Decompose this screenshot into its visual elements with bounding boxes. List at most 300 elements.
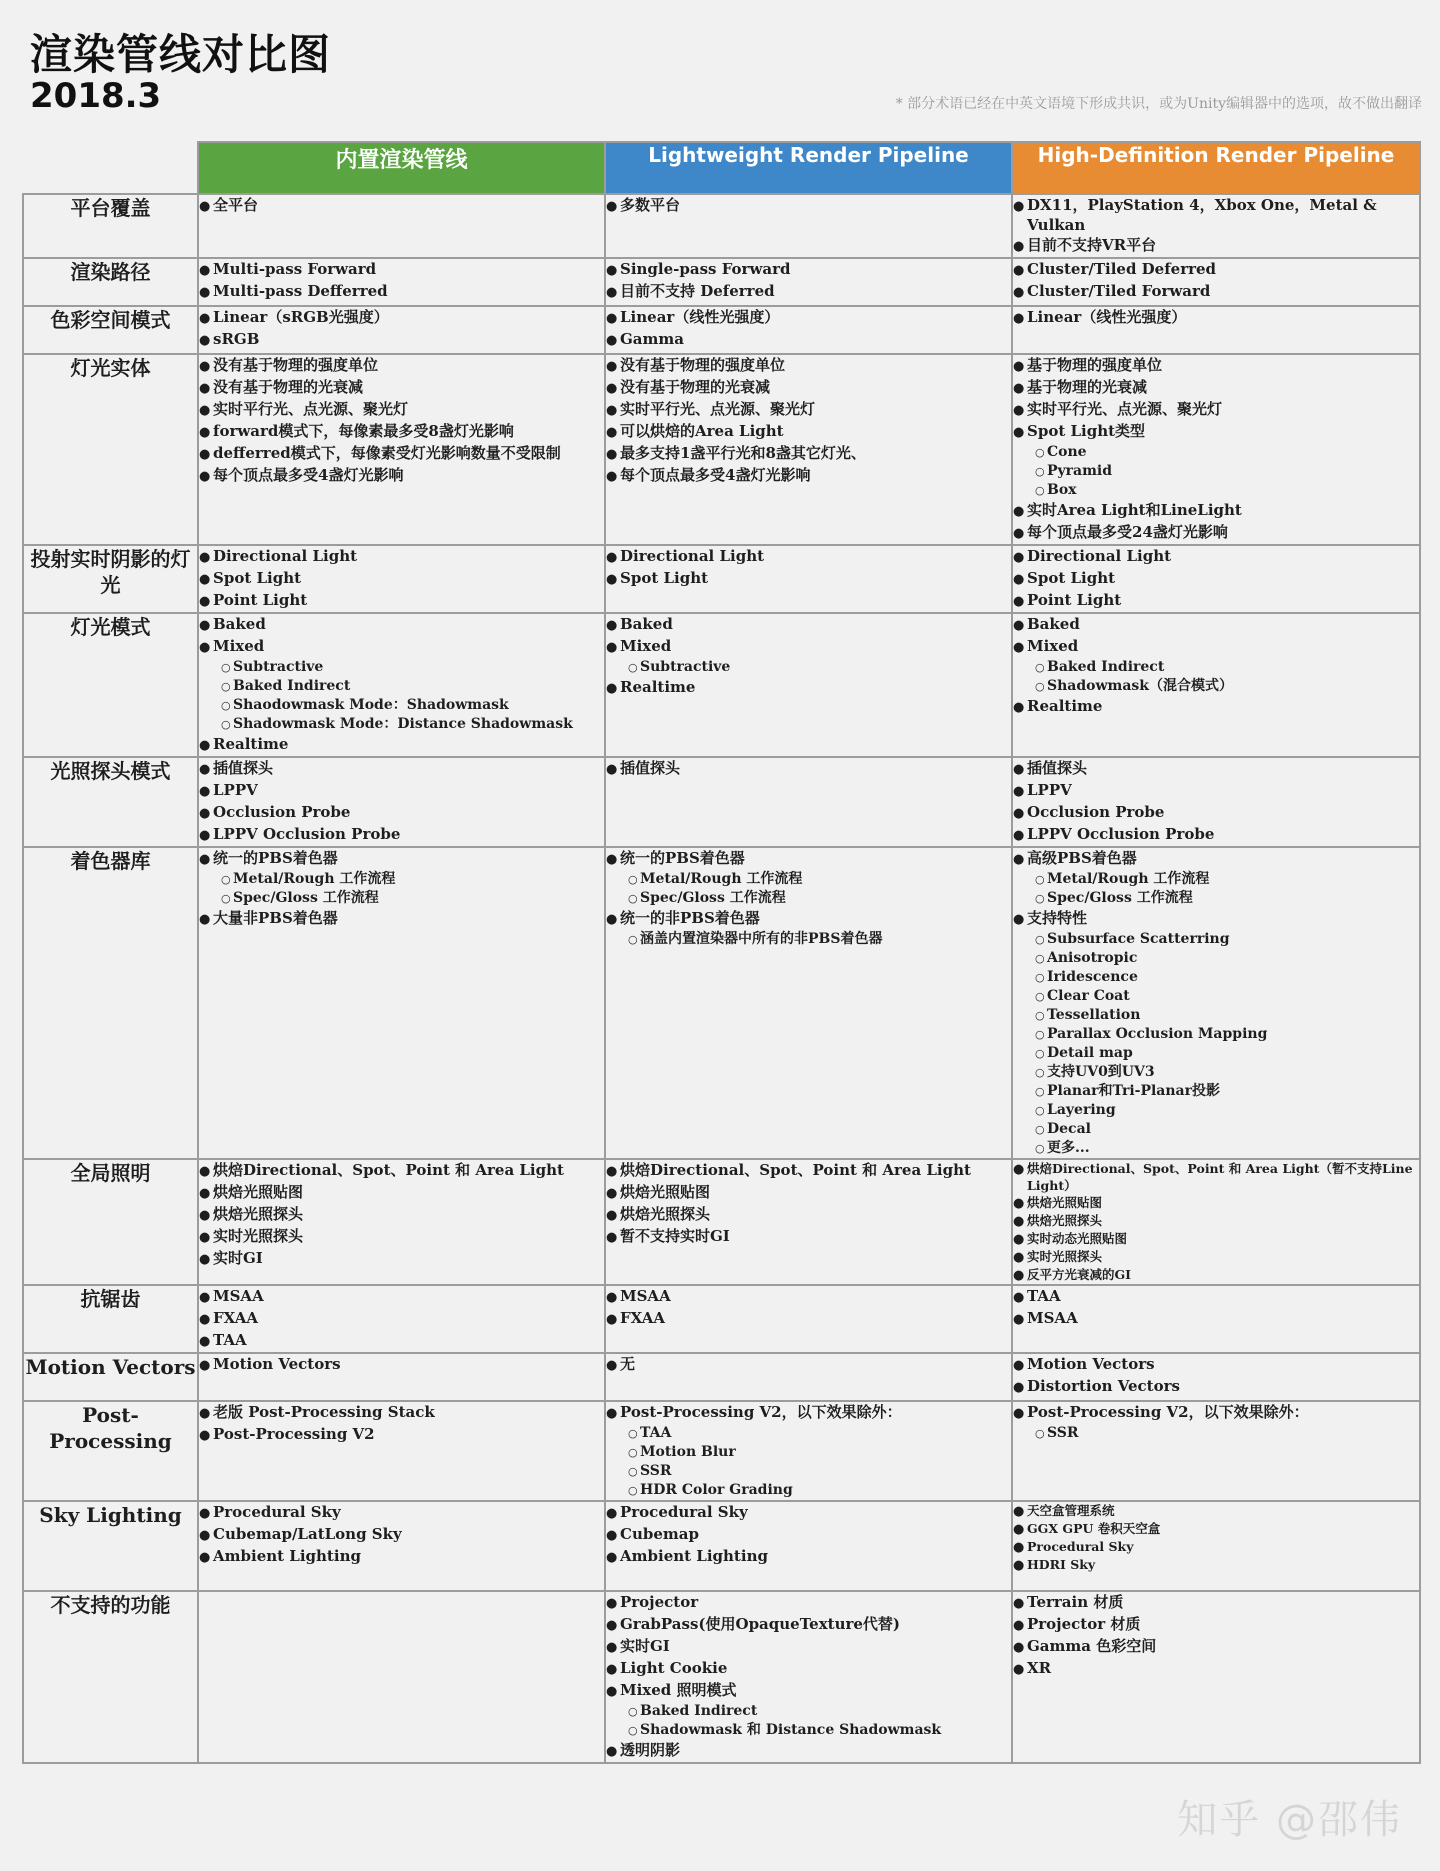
- row-header: 着色器库: [23, 847, 198, 1159]
- list-item-text: Directional Light: [620, 547, 765, 565]
- bullet-icon: ●: [606, 1406, 618, 1421]
- list-item: [199, 1160, 604, 1182]
- list-item-text: Mixed: [620, 637, 672, 655]
- list-item-text: 最多支持1盏平行光和8盏其它灯光、: [620, 444, 866, 462]
- circle-bullet-icon: ○: [628, 661, 638, 674]
- list-item: [1013, 1592, 1419, 1614]
- list-item-text: FXAA: [213, 1309, 259, 1327]
- list-item-text: 烘焙光照贴图: [213, 1183, 304, 1201]
- circle-bullet-icon: ○: [628, 1705, 638, 1718]
- circle-bullet-icon: ○: [1035, 873, 1045, 886]
- sub-list-item: [1013, 462, 1419, 481]
- bullet-icon: ●: [606, 359, 618, 374]
- sub-list-item-text: Clear Coat: [1047, 988, 1130, 1004]
- list-item: [606, 614, 1011, 636]
- list-item: [199, 1424, 604, 1446]
- sub-list-item-text: SSR: [1047, 1425, 1079, 1441]
- list-item-text: Single-pass Forward: [620, 260, 791, 278]
- bullet-icon: ●: [199, 425, 211, 440]
- table-cell: [1012, 1501, 1420, 1591]
- list-item: [199, 734, 604, 756]
- bullet-icon: ●: [606, 1186, 618, 1201]
- bullet-icon: ●: [199, 1186, 211, 1201]
- list-item-text: 没有基于物理的光衰减: [620, 378, 771, 396]
- sub-list-item-text: Cone: [1047, 444, 1087, 460]
- bullet-icon: ●: [1013, 550, 1025, 565]
- circle-bullet-icon: ○: [1035, 971, 1045, 984]
- table-cell: [605, 613, 1012, 757]
- sub-list-item-text: SSR: [640, 1463, 672, 1479]
- table-cell: [198, 194, 605, 258]
- list-item: [606, 636, 1011, 658]
- list-item: [606, 1636, 1011, 1658]
- list-item-text: Spot Light类型: [1027, 422, 1146, 440]
- bullet-icon: ●: [1013, 199, 1025, 214]
- table-row: [23, 1159, 1420, 1285]
- list-item: [606, 1204, 1011, 1226]
- sub-list-item: [1013, 1424, 1419, 1443]
- bullet-icon: ●: [199, 1312, 211, 1327]
- sub-list-item: [606, 1462, 1011, 1481]
- bullet-icon: ●: [606, 912, 618, 927]
- table-cell: [605, 1353, 1012, 1401]
- list-item-text: Gamma: [620, 330, 684, 348]
- list-item: [1013, 1248, 1419, 1266]
- bullet-icon: ●: [606, 263, 618, 278]
- list-item: [199, 1308, 604, 1330]
- list-item: [199, 259, 604, 281]
- sub-list-item: [199, 715, 604, 734]
- list-item: [606, 443, 1011, 465]
- circle-bullet-icon: ○: [1035, 1104, 1045, 1117]
- bullet-icon: ●: [1013, 285, 1025, 300]
- list-item-text: Gamma 色彩空间: [1027, 1637, 1157, 1655]
- list-item-text: HDRI Sky: [1027, 1557, 1096, 1572]
- sub-list-item-text: Metal/Rough 工作流程: [1047, 871, 1210, 887]
- list-item-text: sRGB: [213, 330, 260, 348]
- table-cell: [198, 847, 605, 1159]
- sub-list-item-text: Layering: [1047, 1102, 1116, 1118]
- list-item-text: Occlusion Probe: [213, 803, 351, 821]
- list-item: [199, 546, 604, 568]
- comparison-table: [22, 141, 1421, 1764]
- list-item: [606, 1524, 1011, 1546]
- sub-list-item-text: Metal/Rough 工作流程: [233, 871, 396, 887]
- list-item-text: GrabPass(使用OpaqueTexture代替): [620, 1615, 901, 1633]
- bullet-icon: ●: [1013, 618, 1025, 633]
- bullet-icon: ●: [606, 572, 618, 587]
- list-item: [199, 329, 604, 351]
- list-item-text: 全平台: [213, 196, 259, 214]
- list-item: [1013, 1266, 1419, 1284]
- list-item: [199, 443, 604, 465]
- table-row: [23, 1591, 1420, 1763]
- list-item-text: 烘焙Directional、Spot、Point 和 Area Light（暂不支持Line Light）: [1027, 1161, 1413, 1193]
- circle-bullet-icon: ○: [221, 718, 231, 731]
- list-item-text: 实时平行光、点光源、聚光灯: [213, 400, 409, 418]
- sub-list-item: [1013, 1063, 1419, 1082]
- sub-list-item-text: Box: [1047, 482, 1077, 498]
- list-item: [199, 281, 604, 303]
- list-item-text: defferred模式下，每像素受灯光影响数量不受限制: [213, 444, 561, 462]
- bullet-icon: ●: [1013, 1232, 1025, 1247]
- bullet-icon: ●: [606, 1312, 618, 1327]
- bullet-icon: ●: [606, 1506, 618, 1521]
- list-item: [606, 1680, 1011, 1702]
- circle-bullet-icon: ○: [1035, 1009, 1045, 1022]
- circle-bullet-icon: ○: [628, 873, 638, 886]
- sub-list-item-text: Shadowmask 和 Distance Shadowmask: [640, 1722, 942, 1738]
- bullet-icon: ●: [1013, 1196, 1025, 1211]
- table-cell: [198, 306, 605, 354]
- sub-list-item: [1013, 1025, 1419, 1044]
- list-item: [1013, 259, 1419, 281]
- list-item: [1013, 307, 1419, 329]
- bullet-icon: ●: [199, 806, 211, 821]
- bullet-icon: ●: [199, 263, 211, 278]
- list-item-text: 实时光照探头: [1027, 1249, 1103, 1264]
- bullet-icon: ●: [1013, 1596, 1025, 1611]
- list-item: [199, 1248, 604, 1270]
- list-item-text: 没有基于物理的强度单位: [213, 356, 379, 374]
- table-cell: [1012, 354, 1420, 545]
- list-item: [1013, 1538, 1419, 1556]
- list-item: [1013, 1160, 1419, 1194]
- list-item-text: LPPV: [213, 781, 258, 799]
- bullet-icon: ●: [199, 1334, 211, 1349]
- sub-list-item-text: Subsurface Scatterring: [1047, 931, 1230, 947]
- list-item: [1013, 522, 1419, 544]
- sub-list-item-text: Shadowmask Mode：Distance Shadowmask: [233, 716, 573, 732]
- list-item: [199, 1226, 604, 1248]
- sub-list-item: [1013, 930, 1419, 949]
- list-item-text: LPPV Occlusion Probe: [213, 825, 401, 843]
- bullet-icon: ●: [1013, 504, 1025, 519]
- sub-list-item: [1013, 1139, 1419, 1158]
- bullet-icon: ●: [199, 403, 211, 418]
- bullet-icon: ●: [1013, 1214, 1025, 1229]
- sub-list-item-text: 涵盖内置渲染器中所有的非PBS着色器: [640, 931, 883, 947]
- list-item-text: TAA: [1027, 1287, 1061, 1305]
- list-item: [606, 677, 1011, 699]
- bullet-icon: ●: [1013, 594, 1025, 609]
- bullet-icon: ●: [606, 762, 618, 777]
- list-item: [199, 1354, 604, 1376]
- list-item-text: 实时GI: [620, 1637, 670, 1655]
- bullet-icon: ●: [199, 1550, 211, 1565]
- list-item: [606, 1160, 1011, 1182]
- bullet-icon: ●: [1013, 762, 1025, 777]
- list-item: [1013, 780, 1419, 802]
- sub-list-item: [1013, 677, 1419, 696]
- sub-list-item-text: Spec/Gloss 工作流程: [233, 890, 379, 906]
- bullet-icon: ●: [1013, 1640, 1025, 1655]
- list-item: [606, 307, 1011, 329]
- list-item: [1013, 500, 1419, 522]
- translation-note: * 部分术语已经在中英文语境下形成共识，或为Unity编辑器中的选项，故不做出翻译: [895, 96, 1422, 112]
- bullet-icon: ●: [199, 1358, 211, 1373]
- circle-bullet-icon: ○: [1035, 484, 1045, 497]
- list-item: [606, 377, 1011, 399]
- sub-list-item-text: 支持UV0到UV3: [1047, 1064, 1155, 1080]
- table-row: [23, 1353, 1420, 1401]
- sub-list-item-text: Subtractive: [233, 659, 324, 675]
- sub-list-item-text: Metal/Rough 工作流程: [640, 871, 803, 887]
- table-row: [23, 194, 1420, 258]
- list-item-text: Realtime: [620, 678, 696, 696]
- sub-list-item-text: HDR Color Grading: [640, 1482, 793, 1498]
- list-item-text: Spot Light: [620, 569, 709, 587]
- bullet-icon: ●: [1013, 1406, 1025, 1421]
- list-item-text: 实时平行光、点光源、聚光灯: [620, 400, 816, 418]
- row-header: 灯光模式: [23, 613, 198, 757]
- table-cell: [1012, 613, 1420, 757]
- list-item-text: 统一的非PBS着色器: [620, 909, 760, 927]
- list-item-text: Baked: [620, 615, 673, 633]
- list-item: [1013, 377, 1419, 399]
- list-item-text: 统一的PBS着色器: [213, 849, 338, 867]
- column-header-hdrp: High-Definition Render Pipeline: [1012, 142, 1420, 194]
- watermark: 知乎 @邵伟: [1177, 1797, 1402, 1843]
- circle-bullet-icon: ○: [628, 892, 638, 905]
- table-cell: [198, 545, 605, 613]
- list-item: [199, 465, 604, 487]
- table-cell: [605, 354, 1012, 545]
- list-item-text: Directional Light: [1027, 547, 1172, 565]
- table-cell: [605, 306, 1012, 354]
- bullet-icon: ●: [199, 640, 211, 655]
- sub-list-item-text: Spec/Gloss 工作流程: [1047, 890, 1193, 906]
- circle-bullet-icon: ○: [1035, 661, 1045, 674]
- sub-list-item: [1013, 870, 1419, 889]
- circle-bullet-icon: ○: [628, 1724, 638, 1737]
- bullet-icon: ●: [199, 1428, 211, 1443]
- table-cell: [198, 1285, 605, 1353]
- list-item: [199, 1330, 604, 1352]
- bullet-icon: ●: [606, 852, 618, 867]
- list-item: [1013, 421, 1419, 443]
- table-body: [23, 194, 1420, 1763]
- list-item: [606, 848, 1011, 870]
- list-item: [1013, 1194, 1419, 1212]
- sub-list-item-text: Tessellation: [1047, 1007, 1141, 1023]
- table-cell: [198, 1159, 605, 1285]
- circle-bullet-icon: ○: [1035, 446, 1045, 459]
- list-item-text: XR: [1027, 1659, 1052, 1677]
- table-cell: [1012, 847, 1420, 1159]
- circle-bullet-icon: ○: [628, 1484, 638, 1497]
- circle-bullet-icon: ○: [221, 873, 231, 886]
- list-item: [1013, 1636, 1419, 1658]
- sub-list-item: [1013, 949, 1419, 968]
- list-item-text: Baked: [213, 615, 266, 633]
- table-cell: [605, 1159, 1012, 1285]
- row-header: 平台覆盖: [23, 194, 198, 258]
- list-item-text: Ambient Lighting: [620, 1547, 768, 1565]
- list-item: [1013, 1230, 1419, 1248]
- bullet-icon: ●: [1013, 1618, 1025, 1633]
- bullet-icon: ●: [199, 381, 211, 396]
- table-cell: [605, 1501, 1012, 1591]
- list-item-text: 没有基于物理的光衰减: [213, 378, 364, 396]
- list-item-text: 目前不支持VR平台: [1027, 236, 1157, 254]
- list-item-text: 基于物理的光衰减: [1027, 378, 1148, 396]
- table-cell: [198, 1401, 605, 1501]
- sub-list-item-text: Detail map: [1047, 1045, 1133, 1061]
- sub-list-item-text: Subtractive: [640, 659, 731, 675]
- row-header: 色彩空间模式: [23, 306, 198, 354]
- bullet-icon: ●: [1013, 1522, 1025, 1537]
- list-item: [606, 1740, 1011, 1762]
- list-item: [606, 1308, 1011, 1330]
- sub-list-item: [199, 677, 604, 696]
- bullet-icon: ●: [1013, 572, 1025, 587]
- list-item-text: Post-Processing V2: [213, 1425, 375, 1443]
- list-item-text: 统一的PBS着色器: [620, 849, 745, 867]
- list-item: [606, 421, 1011, 443]
- sub-list-item: [1013, 968, 1419, 987]
- bullet-icon: ●: [199, 912, 211, 927]
- list-item-text: MSAA: [620, 1287, 671, 1305]
- list-item: [606, 329, 1011, 351]
- list-item: [1013, 1556, 1419, 1574]
- bullet-icon: ●: [606, 1290, 618, 1305]
- table-row: [23, 545, 1420, 613]
- list-item: [199, 1182, 604, 1204]
- list-item-text: Procedural Sky: [213, 1503, 341, 1521]
- list-item: [199, 758, 604, 780]
- list-item: [1013, 636, 1419, 658]
- list-item: [1013, 1354, 1419, 1376]
- sub-list-item: [606, 889, 1011, 908]
- circle-bullet-icon: ○: [1035, 933, 1045, 946]
- list-item: [1013, 1212, 1419, 1230]
- table-cell: [198, 1591, 605, 1763]
- list-item: [1013, 1658, 1419, 1680]
- table-cell: [605, 1285, 1012, 1353]
- list-item: [1013, 614, 1419, 636]
- table-cell: [198, 757, 605, 847]
- list-item: [1013, 1308, 1419, 1330]
- list-item-text: 支持特性: [1027, 909, 1088, 927]
- circle-bullet-icon: ○: [1035, 1142, 1045, 1155]
- bullet-icon: ●: [1013, 1290, 1025, 1305]
- list-item-text: Mixed 照明模式: [620, 1681, 737, 1699]
- list-item: [199, 1204, 604, 1226]
- list-item: [1013, 848, 1419, 870]
- bullet-icon: ●: [1013, 1540, 1025, 1555]
- list-item-text: Directional Light: [213, 547, 358, 565]
- bullet-icon: ●: [1013, 425, 1025, 440]
- list-item-text: Linear（线性光强度）: [620, 308, 780, 326]
- list-item: [1013, 590, 1419, 612]
- list-item-text: Linear（sRGB光强度）: [213, 308, 389, 326]
- bullet-icon: ●: [1013, 1358, 1025, 1373]
- list-item-text: Projector: [620, 1593, 699, 1611]
- circle-bullet-icon: ○: [628, 933, 638, 946]
- list-item-text: 插值探头: [620, 759, 681, 777]
- bullet-icon: ●: [606, 1744, 618, 1759]
- sub-list-item: [1013, 889, 1419, 908]
- sub-list-item: [606, 870, 1011, 889]
- row-header: Motion Vectors: [23, 1353, 198, 1401]
- version-label: 2018.3: [30, 76, 162, 116]
- corner-cell: [23, 142, 198, 194]
- list-item-text: 天空盒管理系统: [1027, 1503, 1115, 1518]
- bullet-icon: ●: [606, 1164, 618, 1179]
- list-item-text: 烘焙Directional、Spot、Point 和 Area Light: [213, 1161, 564, 1179]
- bullet-icon: ●: [1013, 1312, 1025, 1327]
- sub-list-item: [199, 889, 604, 908]
- list-item-text: Motion Vectors: [213, 1355, 341, 1373]
- list-item-text: 烘焙光照探头: [213, 1205, 304, 1223]
- list-item-text: Post-Processing V2，以下效果除外：: [620, 1403, 902, 1421]
- list-item-text: Procedural Sky: [1027, 1539, 1134, 1554]
- sub-list-item: [606, 658, 1011, 677]
- list-item: [1013, 696, 1419, 718]
- bullet-icon: ●: [606, 1208, 618, 1223]
- list-item-text: Motion Vectors: [1027, 1355, 1155, 1373]
- column-header-lwrp: Lightweight Render Pipeline: [605, 142, 1012, 194]
- list-item-text: 插值探头: [1027, 759, 1088, 777]
- bullet-icon: ●: [1013, 806, 1025, 821]
- bullet-icon: ●: [1013, 912, 1025, 927]
- list-item: [1013, 281, 1419, 303]
- list-item-text: 目前不支持 Deferred: [620, 282, 775, 300]
- list-item: [606, 259, 1011, 281]
- list-item-text: Point Light: [1027, 591, 1122, 609]
- list-item-text: Spot Light: [1027, 569, 1116, 587]
- sub-list-item: [606, 1443, 1011, 1462]
- list-item: [199, 307, 604, 329]
- list-item: [606, 355, 1011, 377]
- bullet-icon: ●: [606, 1528, 618, 1543]
- list-item-text: 多数平台: [620, 196, 681, 214]
- sub-list-item: [606, 1721, 1011, 1740]
- list-item: [1013, 1286, 1419, 1308]
- table-row: [23, 306, 1420, 354]
- list-item-text: Cluster/Tiled Forward: [1027, 282, 1211, 300]
- circle-bullet-icon: ○: [1035, 990, 1045, 1003]
- list-item: [606, 1226, 1011, 1248]
- sub-list-item: [1013, 1082, 1419, 1101]
- circle-bullet-icon: ○: [1035, 1427, 1045, 1440]
- list-item-text: 烘焙光照探头: [620, 1205, 711, 1223]
- list-item: [606, 1592, 1011, 1614]
- bullet-icon: ●: [199, 594, 211, 609]
- table-cell: [605, 1591, 1012, 1763]
- bullet-icon: ●: [606, 618, 618, 633]
- list-item-text: TAA: [213, 1331, 247, 1349]
- list-item: [606, 195, 1011, 217]
- bullet-icon: ●: [199, 618, 211, 633]
- sub-list-item-text: Parallax Occlusion Mapping: [1047, 1026, 1268, 1042]
- sub-list-item-text: Baked Indirect: [233, 678, 351, 694]
- list-item: [199, 802, 604, 824]
- list-item: [1013, 1520, 1419, 1538]
- table-cell: [605, 1401, 1012, 1501]
- column-header-builtin: 内置渲染管线: [198, 142, 605, 194]
- list-item-text: Procedural Sky: [620, 1503, 748, 1521]
- list-item-text: Point Light: [213, 591, 308, 609]
- list-item: [199, 1502, 604, 1524]
- bullet-icon: ●: [1013, 526, 1025, 541]
- list-item-text: Mixed: [213, 637, 265, 655]
- bullet-icon: ●: [606, 403, 618, 418]
- row-header: 光照探头模式: [23, 757, 198, 847]
- list-item-text: 烘焙光照贴图: [1027, 1195, 1103, 1210]
- table-cell: [1012, 258, 1420, 306]
